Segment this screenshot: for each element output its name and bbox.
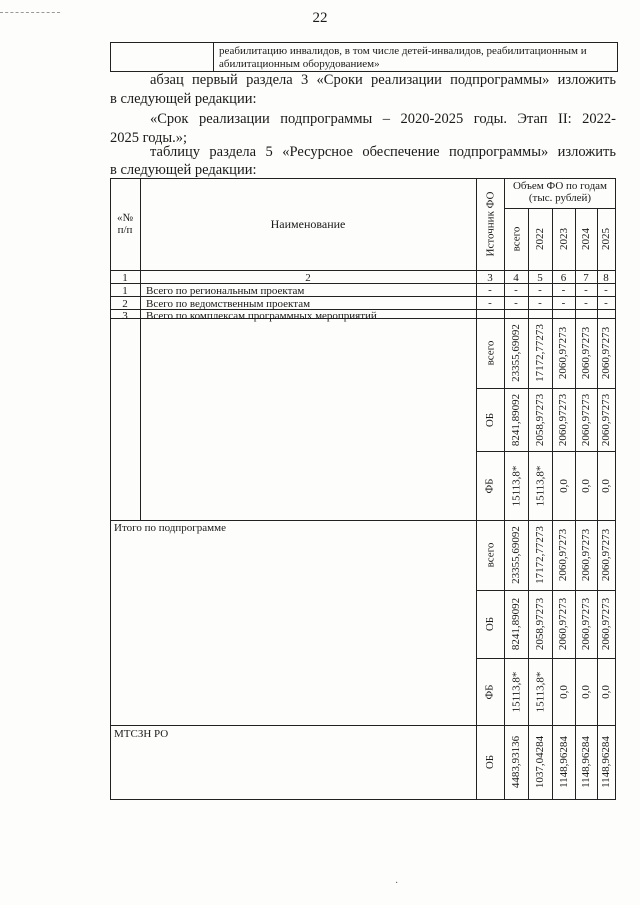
- itogo-ob-value-cell: 2060,97273: [600, 597, 612, 651]
- itogo-fb-value-cell: 15113,8*: [510, 671, 522, 712]
- row2-dash: -: [604, 297, 608, 309]
- page-number: 22: [312, 10, 328, 26]
- scan-mark: ·: [395, 878, 399, 889]
- itogo-total-value-cell: 23355,69092: [510, 526, 522, 584]
- itogo-total-value-cell: 2060,97273: [600, 528, 612, 582]
- row3-total-value-cell: 23355,69092: [510, 324, 522, 382]
- row1-dash: -: [488, 284, 492, 296]
- mtszn-value-cell: 4483,93136: [510, 735, 522, 789]
- scan-mark: [0, 12, 60, 13]
- itogo-ob-value-cell: 2060,97273: [580, 597, 592, 651]
- header-col-2022: 2022: [534, 228, 546, 250]
- header-source: Источник ФО: [484, 191, 496, 257]
- row3-ob-value-cell: 2060,97273: [580, 393, 592, 446]
- resource-table: [110, 178, 616, 800]
- header-col-2023: 2023: [557, 228, 570, 250]
- itogo-fb-value-cell: 0,0: [600, 684, 612, 699]
- itogo-fb-value-cell: 0,0: [557, 684, 570, 699]
- row3-fb-value-cell: 0,0: [600, 478, 612, 493]
- itogo-ob-source: ОБ: [483, 616, 496, 632]
- row3-total-value-cell: 17172,77273: [534, 324, 546, 382]
- itogo-fb-value-cell: 15113,8*: [534, 671, 546, 712]
- itogo-total-value-cell: 2060,97273: [557, 528, 570, 582]
- row2-dash: -: [538, 297, 542, 309]
- row1-dash: -: [538, 284, 542, 296]
- row3-fb-value-cell: 0,0: [580, 478, 592, 493]
- header-num: «№ п/п: [117, 212, 133, 236]
- row2-dash: -: [561, 297, 566, 309]
- row2-dash: -: [514, 297, 518, 309]
- row2-dash: -: [584, 297, 588, 309]
- fragment-text: реабилитацию инвалидов, в том числе детей-инвалидов, реабилитационным и абилитационным оборудованием»: [219, 45, 587, 70]
- paragraph-2-cont: 2025 годы.»;: [110, 130, 188, 146]
- row3-ob-source: ОБ: [483, 412, 496, 427]
- row1-dash: -: [514, 284, 518, 296]
- paragraph-2: «Срок реализации подпрограммы – 2020-2025 годы. Этап II: 2022-: [150, 111, 616, 127]
- mtszn-value-cell: 1148,96284: [580, 736, 592, 788]
- row3-fb-value-cell: 0,0: [557, 478, 570, 493]
- row3-fb-value-cell: 15113,8*: [534, 465, 546, 506]
- header-volume: Объем ФО по годам (тыс. рублей): [512, 180, 608, 204]
- row3-total-source: всего: [484, 340, 496, 366]
- num-col-7: 7: [583, 272, 589, 284]
- num-col-1: 1: [122, 272, 128, 284]
- row2-num: 2: [122, 298, 128, 310]
- header-name: Наименование: [270, 217, 346, 231]
- total-name: Итого по подпрограмме: [114, 522, 226, 534]
- header-col-total: всего: [510, 226, 522, 252]
- row1-dash: -: [604, 284, 608, 296]
- row1-num: 1: [122, 285, 128, 297]
- header-col-2024: 2024: [580, 228, 592, 250]
- mtszn-source: ОБ: [483, 754, 496, 770]
- row3-fb-source: ФБ: [483, 477, 496, 494]
- row2-dash: -: [488, 297, 492, 309]
- itogo-ob-value-cell: 8241,89092: [510, 597, 522, 651]
- mtszn-value-cell: 1148,96284: [557, 736, 570, 788]
- num-col-6: 6: [560, 272, 567, 284]
- mtszn-name: МТСЗН РО: [114, 728, 169, 740]
- itogo-ob-value-cell: 2058,97273: [534, 597, 546, 651]
- row2-name: Всего по ведомственным проектам: [146, 298, 311, 310]
- row3-fb-value-cell: 15113,8*: [510, 465, 522, 506]
- num-col-2: 2: [305, 272, 311, 284]
- mtszn-value-cell: 1037,04284: [534, 735, 546, 789]
- header-col-2025: 2025: [600, 228, 612, 250]
- row1-dash: -: [584, 284, 588, 296]
- row3-ob-value-cell: 2060,97273: [557, 393, 570, 446]
- row1-name: Всего по региональным проектам: [146, 285, 305, 297]
- row3-total-value-cell: 2060,97273: [600, 326, 612, 380]
- num-col-8: 8: [603, 272, 609, 284]
- paragraph-3-cont: в следующей редакции:: [110, 162, 257, 178]
- row3-ob-value-cell: 8241,89092: [510, 393, 522, 446]
- row3-ob-value-cell: 2060,97273: [600, 393, 612, 446]
- mtszn-value-cell: 1148,96284: [600, 736, 612, 788]
- row1-dash: -: [561, 284, 566, 296]
- num-col-5: 5: [537, 272, 543, 284]
- paragraph-3: таблицу раздела 5 «Ресурсное обеспечение подпрограммы» изложить: [150, 144, 616, 160]
- num-col-3: 3: [487, 272, 493, 284]
- row3-total-value-cell: 2060,97273: [580, 326, 592, 380]
- row3-ob-value-cell: 2058,97273: [534, 393, 546, 446]
- row3-num: 3: [122, 310, 128, 322]
- paragraph-1: абзац первый раздела 3 «Сроки реализации подпрограммы» изложить: [150, 72, 616, 88]
- table-fragment: [110, 42, 618, 72]
- num-col-4: 4: [513, 272, 519, 284]
- itogo-fb-value-cell: 0,0: [580, 684, 592, 699]
- itogo-ob-value-cell: 2060,97273: [557, 597, 570, 651]
- row3-total-value-cell: 2060,97273: [557, 326, 570, 380]
- itogo-fb-source: ФБ: [483, 683, 496, 700]
- itogo-total-value-cell: 17172,77273: [534, 526, 546, 584]
- itogo-total-source: всего: [484, 542, 496, 568]
- row3-name: Всего по комплексам программных мероприятий: [146, 310, 377, 322]
- paragraph-1-cont: в следующей редакции:: [110, 91, 257, 107]
- itogo-total-value-cell: 2060,97273: [580, 528, 592, 582]
